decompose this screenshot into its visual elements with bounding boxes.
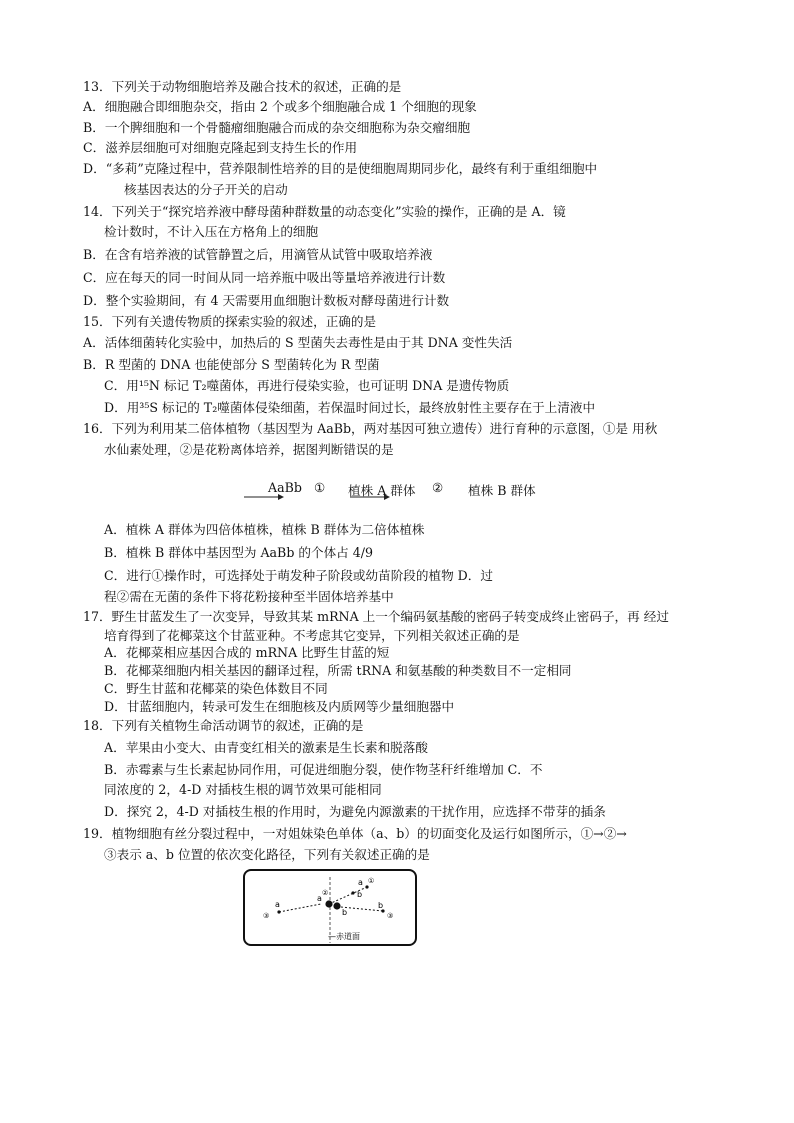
plant-a-group: 植株 A 群体 xyxy=(348,483,416,498)
option-14c: C．应在每天的同一时间从同一培养瓶中吸出等量培养液进行计数 xyxy=(83,270,446,285)
option-14a-cont: 检计数时，不计入压在方格角上的细胞 xyxy=(104,224,319,239)
step-1-label: ① xyxy=(314,480,326,495)
option-15d: D．用³⁵S 标记的 T₂噬菌体侵染细菌，若保温时间过长，最终放射性主要存在于上清液中 xyxy=(104,400,596,415)
option-14b: B．在含有培养液的试管静置之后，用滴管从试管中吸取培养液 xyxy=(83,247,433,262)
question-18: 18．下列有关植物生命活动调节的叙述，正确的是 xyxy=(83,718,364,733)
label-a-3: a xyxy=(275,900,280,909)
option-16a: A．植株 A 群体为四倍体植株，植株 B 群体为二倍体植株 xyxy=(104,522,425,537)
dot-a-3 xyxy=(277,910,280,913)
dot-a-1 xyxy=(365,885,368,888)
option-15b: B．R 型菌的 DNA 也能使部分 S 型菌转化为 R 型菌 xyxy=(83,357,380,372)
option-15a: A．活体细菌转化实验中，加热后的 S 型菌失去毒性是由于其 DNA 变性失活 xyxy=(83,335,513,350)
question-14: 14．下列关于“探究培养液中酵母菌种群数量的动态变化”实验的操作，正确的是 A．镜 xyxy=(83,204,566,219)
question-16: 16．下列为利用某二倍体植物（基因型为 AaBb，两对基因可独立遗传）进行育种的示意图，①是 用秋 xyxy=(83,421,658,436)
option-14d: D．整个实验期间，有 4 天需要用血细胞计数板对酵母菌进行计数 xyxy=(83,293,450,308)
option-18b: B．赤霉素与生长素起协同作用，可促进细胞分裂，使作物茎秆纤维增加 C．不 xyxy=(104,762,543,777)
label-a-1: a xyxy=(358,878,363,887)
dot-b-1 xyxy=(351,891,354,894)
chromatid-diagram-svg xyxy=(245,871,415,944)
option-17b: B．花椰菜细胞内相关基因的翻译过程，所需 tRNA 和氨基酸的种类数目不一定相同 xyxy=(104,663,572,678)
label-b-1: b xyxy=(357,890,363,899)
question-16-cont: 水仙素处理，②是花粉离体培养，据图判断错误的是 xyxy=(104,442,394,457)
option-13b: B．一个脾细胞和一个骨髓瘤细胞融合而成的杂交细胞称为杂交瘤细胞 xyxy=(83,120,471,135)
question-15: 15．下列有关遗传物质的探索实验的叙述，正确的是 xyxy=(83,314,377,329)
option-15c: C．用¹⁵N 标记 T₂噬菌体，再进行侵染实验，也可证明 DNA 是遗传物质 xyxy=(104,378,510,393)
option-17d: D．甘蓝细胞内，转录可发生在细胞核及内质网等少量细胞器中 xyxy=(104,699,455,714)
marker-1: ① xyxy=(368,877,375,885)
option-18c-cont: 同浓度的 2，4-D 对插枝生根的调节效果可能相同 xyxy=(104,782,382,797)
breeding-flow-diagram xyxy=(242,477,562,503)
marker-3-right: ③ xyxy=(387,912,394,920)
option-18d: D．探究 2，4-D 对插枝生根的作用时，为避免内源激素的干扰作用，应选择不带芽的插条 xyxy=(104,804,606,819)
chromatid-movement-diagram xyxy=(243,869,417,946)
option-16c: C．进行①操作时，可选择处于萌发种子阶段或幼苗阶段的植物 D．过 xyxy=(104,568,493,583)
marker-2: ② xyxy=(322,889,329,897)
label-a-2: a xyxy=(317,894,322,903)
plant-b-group: 植株 B 群体 xyxy=(468,483,536,498)
option-13d: D．“多莉”克隆过程中，营养限制性培养的目的是使细胞周期同步化，最终有利于重组细胞中 xyxy=(83,161,598,176)
dot-b-2 xyxy=(333,902,340,909)
dot-a-2 xyxy=(325,900,332,907)
question-19: 19．植物细胞有丝分裂过程中，一对姐妹染色单体（a、b）的切面变化及运行如图所示，①→②→ xyxy=(83,826,627,841)
marker-3-left: ③ xyxy=(263,912,270,920)
option-17c: C．野生甘蓝和花椰菜的染色体数目不同 xyxy=(104,681,328,696)
option-16d-cont: 程②需在无菌的条件下将花粉接种至半固体培养基中 xyxy=(104,589,394,604)
question-19-cont: ③表示 a、b 位置的依次变化路径，下列有关叙述正确的是 xyxy=(104,847,430,862)
equatorial-plane-label: —赤道面 xyxy=(328,932,360,941)
option-13a: A．细胞融合即细胞杂交，指由 2 个或多个细胞融合成 1 个细胞的现象 xyxy=(83,99,477,114)
path-a-left xyxy=(279,904,321,912)
option-18a: A．苹果由小变大、由青变红相关的激素是生长素和脱落酸 xyxy=(104,740,428,755)
path-b-right xyxy=(341,907,383,911)
label-b-2: b xyxy=(342,908,348,917)
option-16b: B．植株 B 群体中基因型为 AaBb 的个体占 4/9 xyxy=(104,545,374,560)
step-2-label: ② xyxy=(432,480,444,495)
genotype-start: AaBb xyxy=(268,480,302,495)
question-13: 13．下列关于动物细胞培养及融合技术的叙述，正确的是 xyxy=(83,79,402,94)
option-13d-cont: 核基因表达的分子开关的启动 xyxy=(124,182,288,197)
option-13c: C．滋养层细胞可对细胞克隆起到支持生长的作用 xyxy=(83,140,358,155)
question-17-cont: 培育得到了花椰菜这个甘蓝亚种。不考虑其它变异，下列相关叙述正确的是 xyxy=(104,628,520,643)
question-17: 17．野生甘蓝发生了一次变异，导致其某 mRNA 上一个编码氨基酸的密码子转变成终止密码子，再 经过 xyxy=(83,609,669,624)
label-b-3: b xyxy=(378,901,384,910)
option-17a: A．花椰菜相应基因合成的 mRNA 比野生甘蓝的短 xyxy=(104,645,390,660)
